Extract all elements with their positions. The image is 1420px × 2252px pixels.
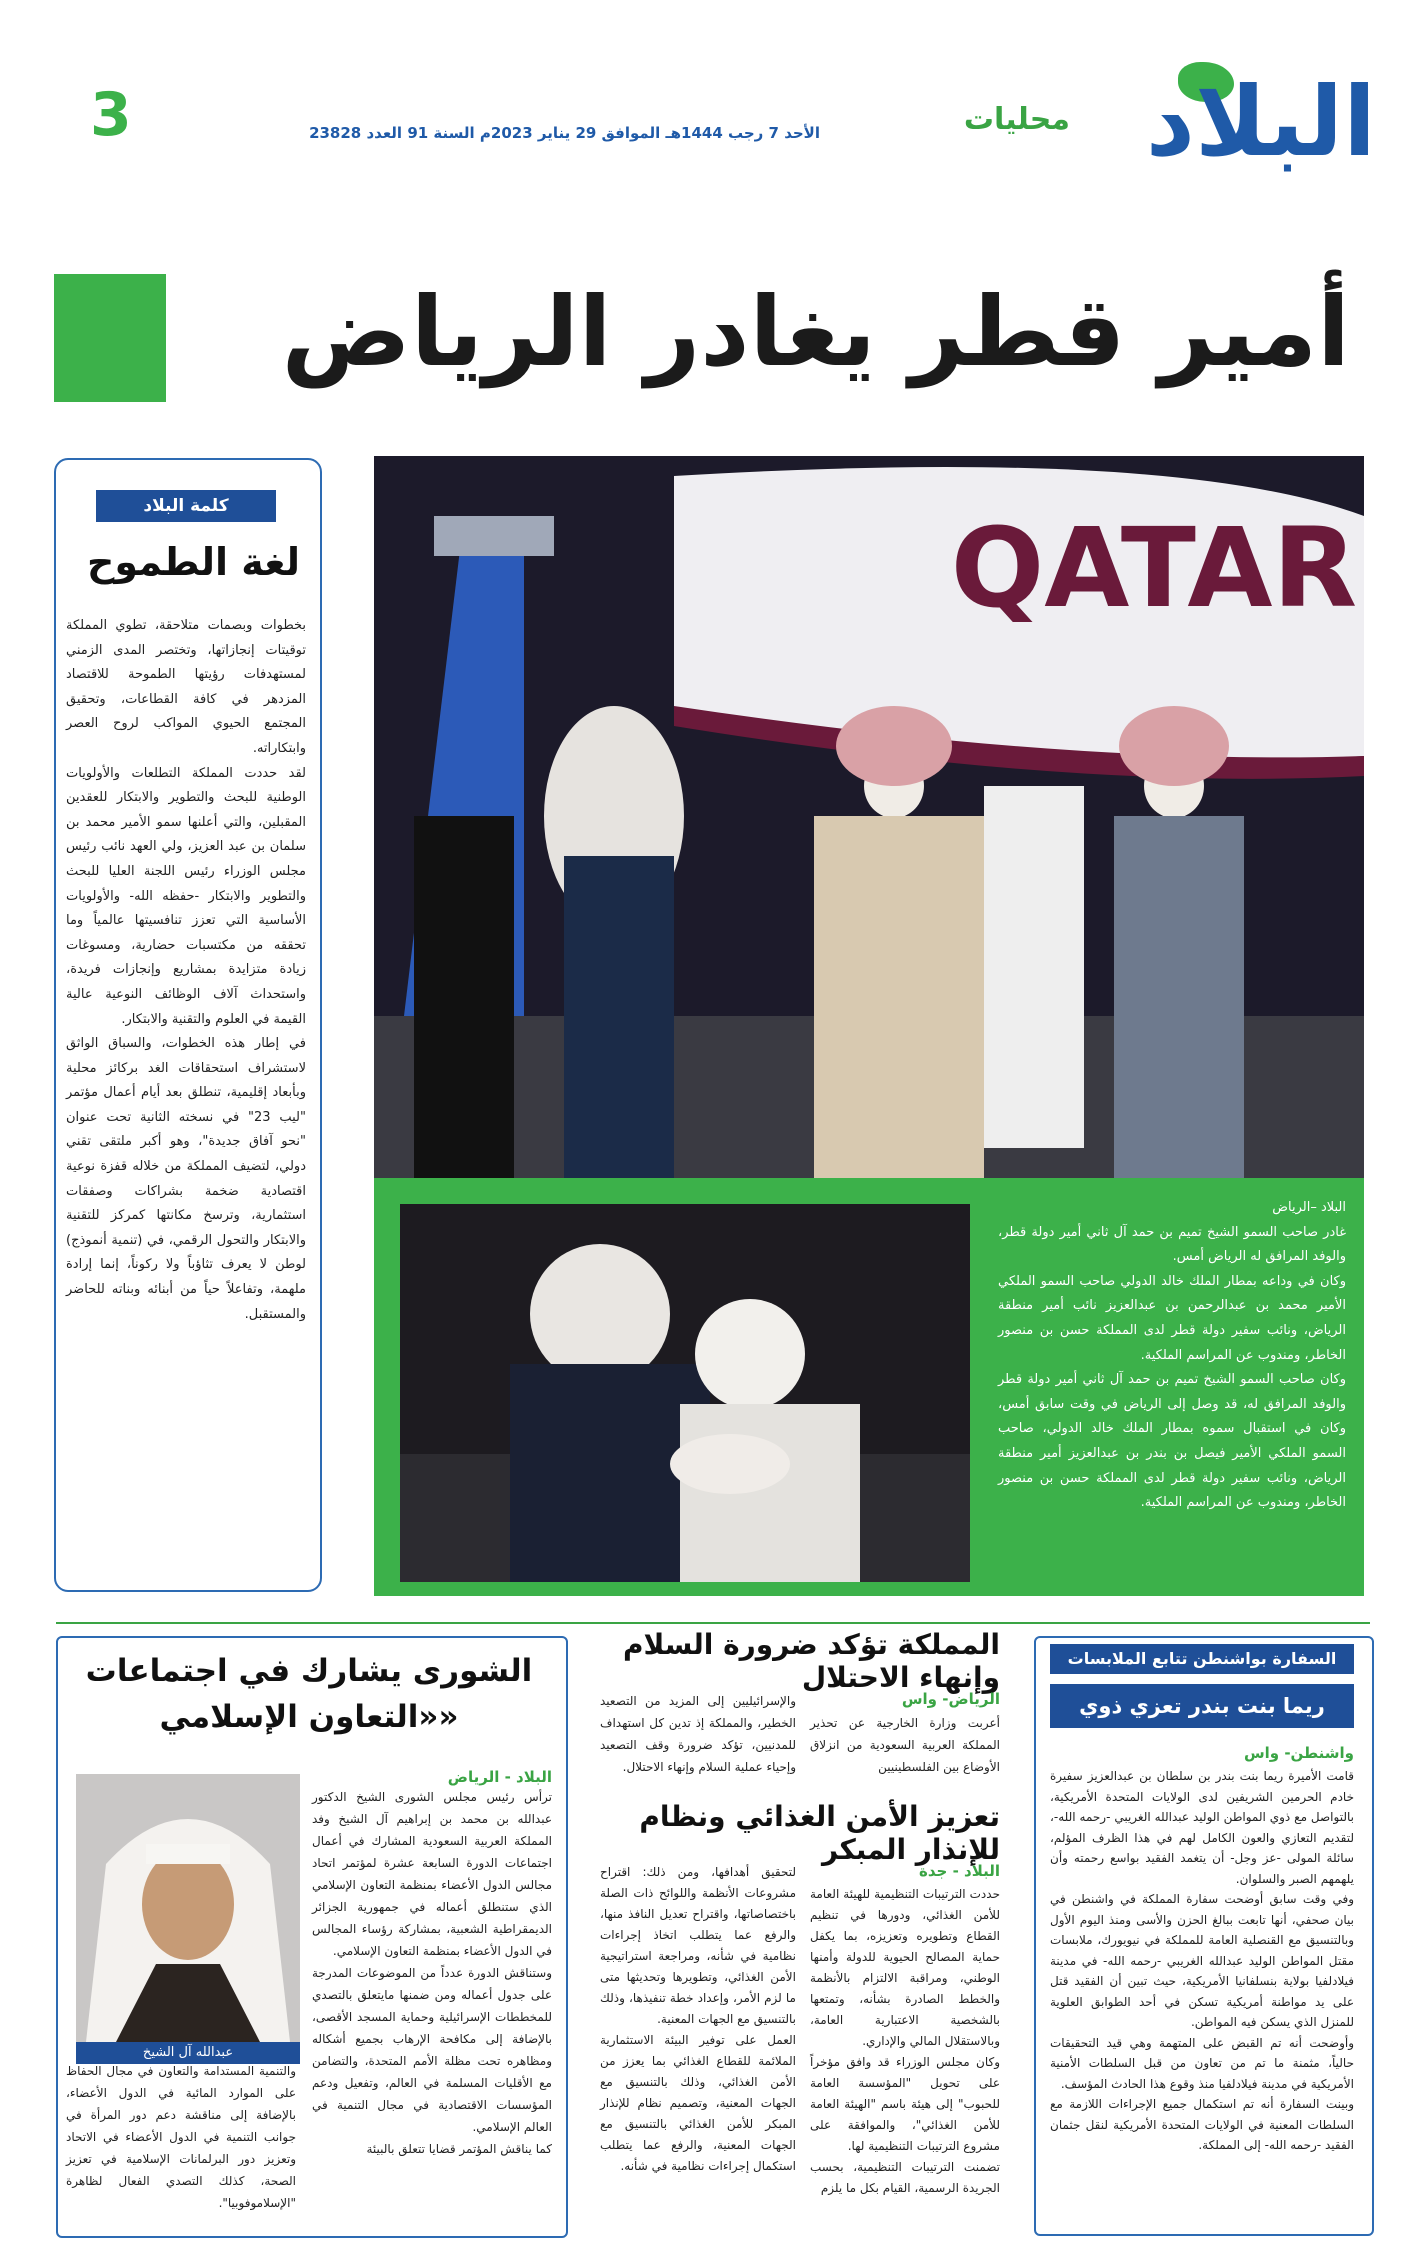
section-divider: [56, 1622, 1370, 1624]
dateline: الأحد 7 رجب 1444هـ الموافق 29 يناير 2023م السنة 91 العدد 23828: [309, 124, 820, 142]
reema-text: قامت الأميرة ريما بنت بندر بن سلطان بن عبدالعزيز سفيرة خادم الحرمين الشريفين لدى الولايات المتحدة الأمريكية، بالتواصل مع ذوي المواطن الوليد عبدالله الغريبي -رحمه الله-، لتقديم التعازي والعون الكامل لهم في هذا الظرف المؤلم، سائلة المولى -عز وجل- أن يتغمد الفقيد بواسع رحمته وأن يلهمهم الصبر والسلوان. وفي وقت سابق أوضحت سفارة المملكة في واشنطن في بيان صحفي، أنها تابعت ببالغ الحزن والأسى ومنذ اليوم الأول وبالتنسيق مع القنصلية العامة للمملكة في نيويورك، ملابسات مقتل المواطن الوليد عبدالله الغريبي -رحمه الله- في مدينة فيلادلفيا بولاية بنسلفانيا الأمريكية، حيث تبين أن الفقيد قتل على يد مواطنة أمريكية تسكن في أحد الطوابق العلوية للمنزل الذي يسكن فيه المواطن. وأوضحت أنه تم القبض على المتهمة وهي قيد التحقيقات حالياً، مثمنة ما تم من تعاون من قبل السلطات الأمنية الأمريكية في مدينة فيلادلفيا منذ وقوع هذا الحادث المؤسف. وبينت السفارة أنه تم استكمال جميع الإجراءات اللازمة مع السلطات المعنية في الولايات المتحدة الأمريكية لنقل جثمان الفقيد -رحمه الله- إلى المملكة.: [1050, 1769, 1354, 2152]
food-security-headline: تعزيز الأمن الغذائي ونظام للإنذار المبكر: [639, 1800, 1000, 1866]
kingdom-text-a: أعربت وزارة الخارجية عن تحذير المملكة العربية السعودية من انزلاق الأوضاع بين الفلسطينيين: [810, 1716, 1000, 1774]
shura-text-b: والتنمية المستدامة والتعاون في مجال الحفاظ على الموارد المائية في الدول الأعضاء، بالإضافة إلى مناقشة دعم دور المرأة في جوانب التنمية في الدول الأعضاء في الاتحاد وتعزيز دور البرلمانات الإسلامية في تعزيز الصحة، كذلك التصدي الفعال لظاهرة "الإسلاموفوبيا".: [66, 2064, 296, 2210]
aircraft-livery-text: QATAR: [950, 504, 1358, 632]
shura-column-a: [312, 1768, 552, 2156]
editorial-tag: كلمة البلاد: [96, 490, 276, 522]
main-headline: أمير قطر يغادر الرياض: [281, 276, 1350, 388]
reema-headline: ريما بنت بندر تعزي ذوي الغريبي: [1050, 1684, 1354, 1728]
main-photo: [374, 456, 1364, 1178]
shura-byline: البلاد - الرياض: [447, 1768, 552, 1786]
kingdom-headline: المملكة تؤكد ضرورة السلام وإنهاء الاحتلال: [622, 1628, 1000, 1694]
editorial-title: لغة الطموح: [87, 540, 300, 584]
food-security-text-b: لتحقيق أهدافها، ومن ذلك: اقتراح مشروعات الأنظمة واللوائح ذات الصلة باختصاصاتها، واقتراح تعديل النافذ منها، والرفع عما يتطلب اتخاذ إجراءات نظامية في شأنه، ومراجعة استراتيجية الأمن الغذائي، وتطويرها وتحديثها متى ما لزم الأمر، وإعداد خطة تنفيذها، وذلك بالتنسيق مع الجهات المعنية. العمل على توفير البيئة الاستثمارية الملائمة للقطاع الغذائي بما يعزز من الأمن الغذائي، وذلك بالتنسيق مع الجهات المعنية، وتصميم نظام للإنذار المبكر للأمن الغذائي بالتنسيق مع الجهات المعنية، والرفع عما يتطلب استكمال إجراءات نظامية في شأنه.: [600, 1865, 796, 2173]
food-security-byline: البلاد - جدة: [919, 1862, 1000, 1880]
portrait-caption: عبدالله آل الشيخ: [76, 2042, 300, 2064]
secondary-photo: [400, 1204, 970, 1582]
kingdom-byline: الرياض- واس: [901, 1690, 1000, 1708]
photo-caption: البلاد –الرياض غادر صاحب السمو الشيخ تميم بن حمد آل ثاني أمير دولة قطر، والوفد المرافق له الرياض أمس. وكان في وداعه بمطار الملك خالد الدولي صاحب السمو الملكي الأمير محمد بن عبدالرحمن بن عبدالعزيز نائب أمير منطقة الرياض، ونائب سفير دولة قطر لدى المملكة حسن بن منصور الخاطر، ومندوب عن المراسم الملكية. وكان صاحب السمو الشيخ تميم بن حمد آل ثاني أمير دولة قطر والوفد المرافق له، قد وصل إلى الرياض في وقت سابق أمس، وكان في استقبال سموه بمطار الملك خالد الدولي، صاحب السمو الملكي الأمير فيصل بن بندر بن عبدالعزيز أمير منطقة الرياض، ونائب سفير دولة قطر لدى المملكة حسن بن منصور الخاطر، ومندوب عن المراسم الملكية.: [998, 1200, 1346, 1511]
shura-headline: الشورى يشارك في اجتماعات «التعاون الإسلامي»: [85, 1653, 533, 1735]
shura-text-a: ترأس رئيس مجلس الشورى الشيخ الدكتور عبدالله بن محمد بن إبراهيم آل الشيخ وفد المملكة العربية السعودية المشارك في أعمال اجتماعات الدورة السابعة عشرة لمؤتمر اتحاد مجالس الدول الأعضاء بمنظمة التعاون الإسلامي الذي ستنطلق أعماله في جمهورية الجزائر الديمقراطية الشعبية، بمشاركة رؤساء المجالس في الدول الأعضاء بمنظمة التعاون الإسلامي. وستناقش الدورة عدداً من الموضوعات المدرجة على جدول أعماله ومن ضمنها مايتعلق بالتصدي للمخططات الإسرائيلية وحماية المسجد الأقصى، بالإضافة إلى مكافحة الإرهاب بجميع أشكاله ومظاهره تحت مظلة الأمم المتحدة، والتضامن مع الأقليات المسلمة في العالم، وتفعيل ودعم المؤسسات الاقتصادية في مجال التنمية في العالم الإسلامي. كما يناقش المؤتمر قضايا تتعلق بالبيئة: [312, 1790, 552, 2156]
logo-text: البلاد: [1145, 66, 1376, 178]
reema-kicker: السفارة بواشنطن تتابع الملابسات: [1050, 1644, 1354, 1674]
section-name: محليات: [963, 102, 1070, 137]
kingdom-text-b: والإسرائيليين إلى المزيد من التصعيد الخطير، والمملكة إذ تدين كل استهداف للمدنيين، تؤكد ضرورة وقف التصعيد وإحياء عملية السلام وإنهاء الاحتلال.: [600, 1694, 796, 1774]
newspaper-logo: [1128, 54, 1376, 190]
food-security-text-a: حددت الترتيبات التنظيمية للهيئة العامة للأمن الغذائي، ودورها في تنظيم القطاع وتطويره وتعزيزه، بما يكفل حماية المصالح الحيوية للدولة وأمنها الوطني، ومراقبة الالتزام بالأنظمة والخطط الصادرة بشأنه، وتمتعها بالشخصية الاعتبارية العامة، وبالاستقلال المالي والإداري. وكان مجلس الوزراء قد وافق مؤخراً على تحويل "المؤسسة العامة للحبوب" إلى هيئة باسم "الهيئة العامة للأمن الغذائي"، والموافقة على مشروع الترتيبات التنظيمية لها. تضمنت الترتيبات التنظيمية، بحسب الجريدة الرسمية، القيام بكل ما يلزم: [810, 1887, 1000, 2195]
shura-portrait: [76, 1774, 300, 2042]
page-number: 3: [90, 80, 132, 150]
editorial-text: بخطوات وبصمات متلاحقة، تطوي المملكة توقيتات إنجازاتها، وتختصر المدى الزمني لمستهدفات رؤيتها الطموحة للاقتصاد المزدهر في كافة القطاعات، وتحقيق المجتمع الحيوي المواكب لروح العصر وابتكاراته. لقد حددت المملكة التطلعات والأولويات الوطنية للبحث والتطوير والابتكار للعقدين المقبلين، والتي أعلنها سمو الأمير محمد بن سلمان بن عبد العزيز، ولي العهد نائب رئيس مجلس الوزراء رئيس اللجنة العليا للبحث والتطوير والابتكار -حفظه الله- والأولويات الأساسية التي تعزز تنافسيتها عالمياً وما تحققه من مكتسبات حضارية، ومسوغات زيادة متزايدة بمشاريع وإنجازات فريدة، واستحداث آلاف الوظائف النوعية عالية القيمة في العلوم والتقنية والابتكار. في إطار هذه الخطوات، والسباق الواثق لاستشراف استحقاقات الغد بركائز محلية وبأبعاد إقليمية، تنطلق بعد أيام أعمال مؤتمر "ليب 23" في نسخته الثانية تحت عنوان "نحو آفاق جديدة"، وهو أكبر ملتقى تقني دولي، لتضيف المملكة من خلاله قفزة نوعية اقتصادية ضخمة بشراكات وصفقات استثمارية، وترسخ مكانتها كمركز للتقنية والابتكار والتحول الرقمي، في (تنمية أنموذج) لوطن لا يعرف تثاؤباً ولا ركوناً، إنما إرادة ملهمة، وتفاعلاً حياً من أبنائه وبناته للحاضر والمستقبل.: [66, 618, 306, 1322]
reema-byline: واشنطن- واس: [1243, 1744, 1354, 1762]
decorative-green-square: [54, 274, 166, 402]
